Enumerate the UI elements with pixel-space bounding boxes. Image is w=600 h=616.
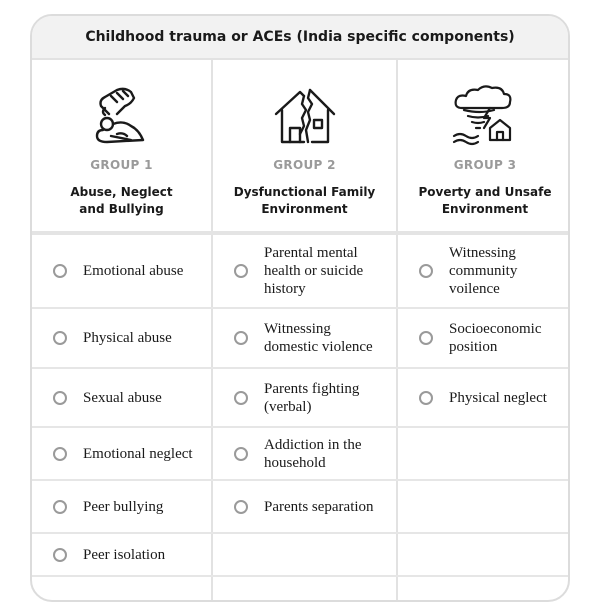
list-item[interactable] [398,235,570,307]
item-label: Emotional neglect [83,445,193,462]
item-label: Socioeconomic position [449,321,542,355]
radio-icon[interactable] [419,391,433,405]
radio-icon[interactable] [234,264,248,278]
broken-house-icon [270,84,340,148]
aces-table [30,14,570,602]
item-label: Parental mental health or suicide history [264,245,364,297]
list-item[interactable] [32,309,211,367]
list-item[interactable] [32,481,211,532]
radio-icon[interactable] [53,264,67,278]
group-2-header [213,60,396,232]
item-label: Sexual abuse [83,389,162,406]
item-label: Witnessing community voilence [449,245,518,297]
fist-crouching-child-icon [87,84,157,148]
group-name: Abuse, Neglect and Bullying [70,185,173,216]
group-number: GROUP 3 [453,158,517,172]
item-label: Parents fighting (verbal) [264,380,360,415]
radio-icon[interactable] [234,500,248,514]
radio-icon[interactable] [53,447,67,461]
group-name: Poverty and Unsafe Environment [418,185,552,216]
list-item[interactable] [398,309,570,367]
radio-icon[interactable] [53,331,67,345]
list-item[interactable] [398,369,570,426]
item-label: Physical neglect [449,389,547,406]
list-item[interactable] [213,369,396,426]
table-title: Childhood trauma or ACEs (India specific components) [32,16,568,60]
list-item[interactable] [213,428,396,479]
radio-icon[interactable] [234,447,248,461]
radio-icon[interactable] [419,264,433,278]
list-item[interactable] [32,235,211,307]
group-name: Dysfunctional Family Environment [233,185,376,216]
item-label: Addiction in the household [264,436,362,471]
radio-icon[interactable] [234,391,248,405]
radio-icon[interactable] [234,331,248,345]
storm-house-icon [450,84,520,148]
list-item[interactable] [32,369,211,426]
group-number: GROUP 2 [273,158,336,172]
group-3-header [398,60,570,232]
radio-icon[interactable] [419,331,433,345]
list-item[interactable] [213,481,396,532]
item-label: Witnessing domestic violence [264,321,373,355]
radio-icon[interactable] [53,500,67,514]
list-item[interactable] [213,235,396,307]
item-label: Peer bullying [83,498,164,515]
list-item[interactable] [32,534,211,575]
radio-icon[interactable] [53,548,67,562]
item-label: Emotional abuse [83,263,184,279]
list-item[interactable] [32,428,211,479]
radio-icon[interactable] [53,391,67,405]
group-number: GROUP 1 [90,158,153,172]
list-item[interactable] [213,309,396,367]
group-1-header [32,60,211,232]
row-divider [32,575,568,577]
item-label: Peer isolation [83,546,166,563]
item-label: Physical abuse [83,330,172,346]
item-label: Parents separation [264,498,374,515]
